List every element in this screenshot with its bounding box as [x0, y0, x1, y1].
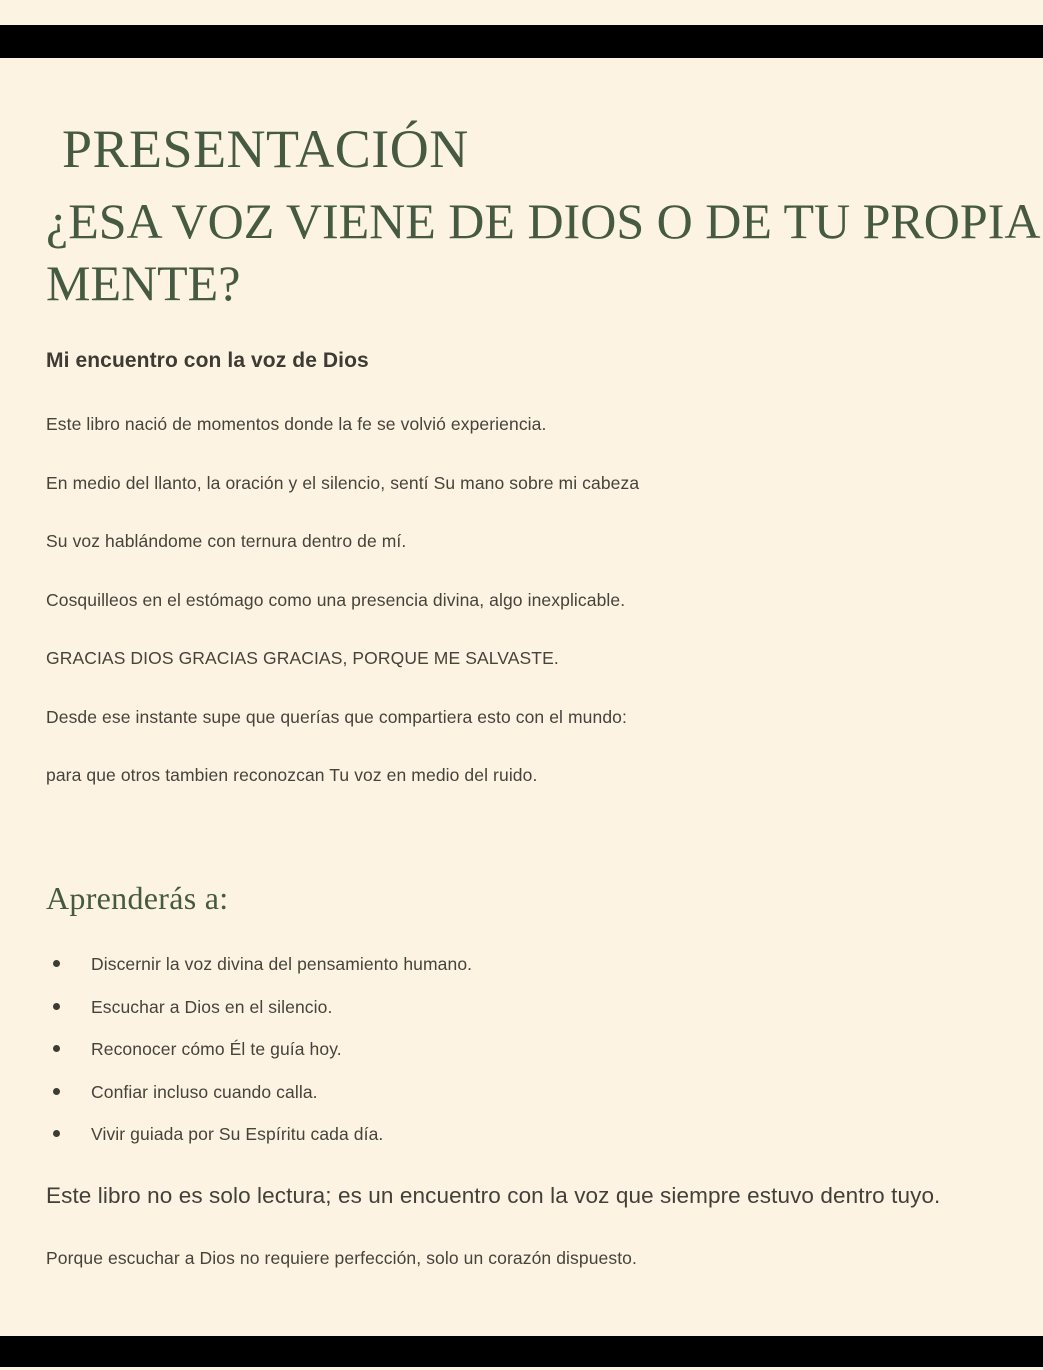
- page-title-line-2: MENTE?: [46, 255, 241, 311]
- closing-lead-paragraph: Este libro no es solo lectura; es un encuentro con la voz que siempre estuvo dentro tuyo.: [46, 1183, 941, 1208]
- intro-paragraph: Su voz hablándome con ternura dentro de mí.: [46, 531, 407, 551]
- list-item: [46, 1122, 946, 1146]
- intro-paragraphs: [46, 412, 1006, 822]
- bullet-icon: [53, 1130, 60, 1137]
- intro-paragraph: Desde ese instante supe que querías que compartiera esto con el mundo:: [46, 706, 627, 727]
- intro-paragraph: Este libro nació de momentos donde la fe se volvió experiencia.: [46, 414, 547, 434]
- page-title: [46, 190, 1043, 314]
- intro-paragraph: En medio del llanto, la oración y el silencio, sentí Su mano sobre mi cabeza: [46, 472, 640, 493]
- top-black-bar: [0, 25, 1043, 58]
- learn-bullet-list: [46, 952, 946, 1165]
- bullet-icon: [53, 1045, 60, 1052]
- section-kicker: PRESENTACIÓN: [62, 119, 469, 179]
- bottom-black-bar: [0, 1336, 1043, 1367]
- list-item: [46, 952, 946, 976]
- list-item: [46, 995, 946, 1019]
- list-item: [46, 1080, 946, 1104]
- list-item: [46, 1037, 946, 1061]
- intro-subtitle: Mi encuentro con la voz de Dios: [46, 349, 369, 372]
- bullet-icon: [53, 1003, 60, 1010]
- page-title-line-1: ¿ESA VOZ VIENE DE DIOS O DE TU PROPIA: [46, 193, 1041, 249]
- intro-paragraph: Cosquilleos en el estómago como una presencia divina, algo inexplicable.: [46, 589, 626, 610]
- list-item-label: Reconocer cómo Él te guía hoy.: [91, 1039, 342, 1059]
- closing-footnote: Porque escuchar a Dios no requiere perfección, solo un corazón dispuesto.: [46, 1248, 637, 1268]
- learn-section-heading: Aprenderás a:: [46, 880, 229, 916]
- bullet-icon: [53, 960, 60, 967]
- bullet-icon: [53, 1088, 60, 1095]
- list-item-label: Vivir guiada por Su Espíritu cada día.: [91, 1124, 384, 1144]
- list-item-label: Escuchar a Dios en el silencio.: [91, 996, 333, 1017]
- intro-paragraph: GRACIAS DIOS GRACIAS GRACIAS, PORQUE ME SALVASTE.: [46, 648, 559, 668]
- list-item-label: Discernir la voz divina del pensamiento humano.: [91, 954, 473, 974]
- list-item-label: Confiar incluso cuando calla.: [91, 1081, 318, 1102]
- intro-paragraph: para que otros tambien reconozcan Tu voz en medio del ruido.: [46, 765, 538, 785]
